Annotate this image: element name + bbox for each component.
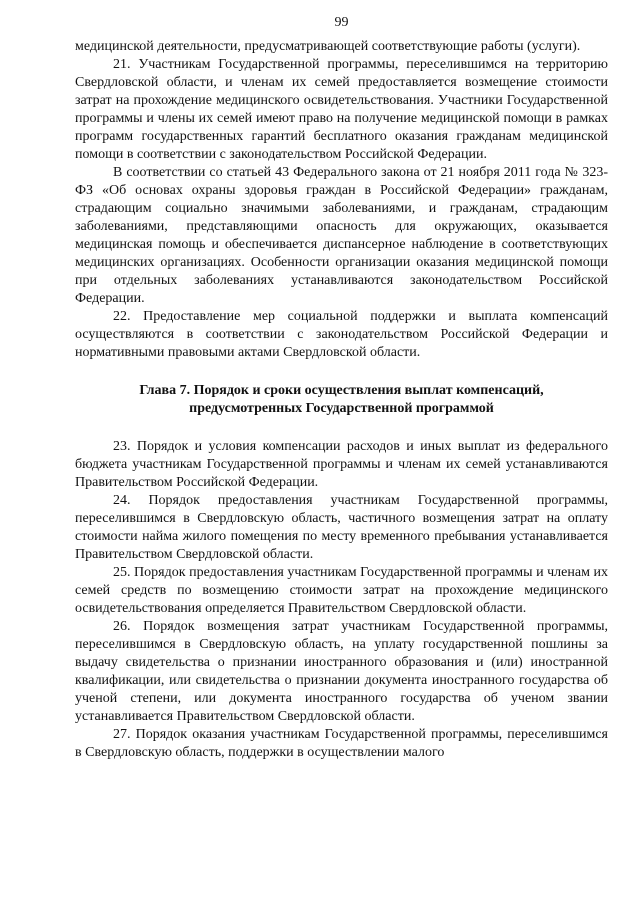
paragraph-continuation: медицинской деятельности, предусматривающей соответствующие работы (услуги). [75, 39, 581, 54]
paragraph-article-43: В соответствии со статьей 43 Федерального закона от 21 ноября 2011 года № 323-ФЗ «Об основах охраны здоровья граждан в Российской Федерации» гражданам, страдающим социально значимыми заболеваниями, и гражданам, страдающим заболеваниями, представляющими опасность для окружающих, оказывается медицинская помощь и обеспечивается диспансерное наблюдение в соответствующих медицинских организациях. Особенности организации оказания медицинской помощи при отдельных заболеваниях устанавливаются законодательством Российской Федерации. [75, 165, 608, 306]
chapter-heading-line-2: предусмотренных Государственной программой [189, 401, 494, 416]
chapter-heading-line-1: Глава 7. Порядок и сроки осуществления выплат компенсаций, [139, 383, 544, 398]
paragraph-26: 26. Порядок возмещения затрат участникам Государственной программы, переселившимся в Свердловскую область, на уплату государственной пошлины за выдачу свидетельства о признании иностранного образования и (или) иностранной квалификации, или свидетельства о признании документа иностранного государства об ученой степени, или документа иностранного государства об ученом звании устанавливается Правительством Свердловской области. [75, 619, 608, 724]
paragraph-25: 25. Порядок предоставления участникам Государственной программы и членам их семей средств по возмещению стоимости затрат на прохождение медицинского освидетельствования определяется Правительством Свердловской области. [75, 565, 608, 616]
paragraph-27: 27. Порядок оказания участникам Государственной программы, переселившимся в Свердловскую область, поддержки в осуществлении малого [75, 727, 608, 760]
page-number: 99 [334, 15, 349, 30]
paragraph-23: 23. Порядок и условия компенсации расходов и иных выплат из федерального бюджета участникам Государственной программы и членам их семей устанавливаются Правительством Российской Федерации. [75, 439, 608, 490]
paragraph-24: 24. Порядок предоставления участникам Государственной программы, переселившимся в Свердловскую область, частичного возмещения затрат на оплату стоимости найма жилого помещения по месту временного пребывания устанавливается Правительством Свердловской области. [75, 493, 608, 562]
chapter-heading [75, 382, 608, 418]
paragraph-22: 22. Предоставление мер социальной поддержки и выплата компенсаций осуществляются в соответствии с законодательством Российской Федерации и нормативными правовыми актами Свердловской области. [75, 309, 608, 360]
paragraph-21: 21. Участникам Государственной программы, переселившимся на территорию Свердловской области, и членам их семей предоставляется возмещение стоимости затрат на прохождение медицинского освидетельствования. Участники Государственной программы и члены их семей имеют право на получение медицинской помощи в рамках программ государственных гарантий бесплатного оказания гражданам медицинской помощи в соответствии с законодательством Российской Федерации. [75, 57, 608, 162]
